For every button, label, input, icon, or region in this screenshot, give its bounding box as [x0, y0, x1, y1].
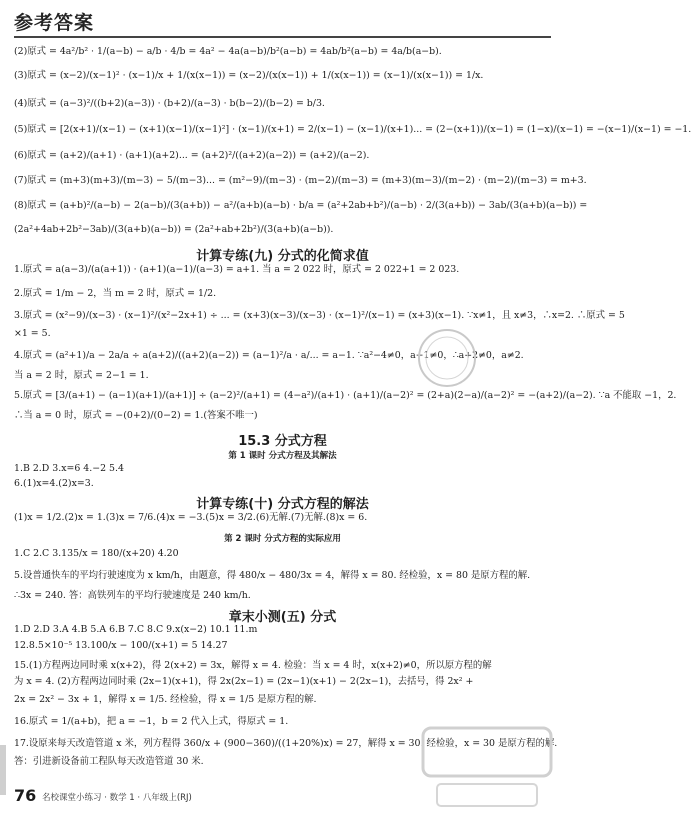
answer-line: 4.原式 = (a²+1)/a − 2a/a ÷ a(a+2)/((a+2)(a−2)) = (a−1)²/a · a/... = a−1. ∵a²−4≠0，a−1≠0，∴a+2≠0，a≠2.	[14, 350, 524, 361]
answer-line: 为 x = 4. (2)方程两边同时乘 (2x−1)(x+1)，得 2x(2x−1) = (2x−1)(x+1) − 2(2x−1)，去括号，得 2x² +	[14, 676, 474, 687]
section-title-15-3: 15.3 分式方程	[238, 434, 327, 449]
answer-line: (8)原式 = (a+b)²/(a−b) − 2(a−b)/(3(a+b)) − a²/(a+b)(a−b) · b/a = (a²+2ab+b²)/(a−b) · 2/(3(a+b)) − 3ab/(3(a+b)(a−b)) =	[14, 200, 588, 211]
answer-line: 当 a = 2 时，原式 = 2−1 = 1.	[14, 370, 149, 381]
answer-line: (1)x = 1/2.(2)x = 1.(3)x = 7/6.(4)x = −3.(5)x = 3/2.(6)无解.(7)无解.(8)x = 6.	[14, 512, 368, 523]
answer-line: 17.设原来每天改造管道 x 米，列方程得 360/x + (900−360)/((1+20%)x) = 27，解得 x = 30. 经检验，x = 30 是原方程的解.	[14, 738, 558, 749]
faint-stamp-icon	[414, 325, 480, 391]
answer-line: 答：引进新设备前工程队每天改造管道 30 米.	[14, 756, 204, 767]
answer-line: (7)原式 = (m+3)(m+3)/(m−3) − 5/(m−3)... = (m²−9)/(m−3) · (m−2)/(m−3) = (m+3)(m−3)/(m−2) · (m−2)/(m−3) = m+3.	[14, 175, 587, 186]
header-rule	[14, 36, 551, 38]
answer-line: 3.原式 = (x²−9)/(x−3) · (x−1)²/(x²−2x+1) ÷ ... = (x+3)(x−3)/(x−3) · (x−1)²/(x−1) = (x+3)(x−1). ∵x≠1，且 x≠3，∴x=2. ∴原式 = 5	[14, 310, 625, 321]
answer-line: (4)原式 = (a−3)²/((b+2)(a−3)) · (b+2)/(a−3) · b(b−2)/(b−2) = b/3.	[14, 98, 325, 109]
answer-line: 12.8.5×10⁻⁵ 13.100/x − 100/(x+1) = 5 14.27	[14, 640, 228, 651]
section-title-calc10: 计算专练(十) 分式方程的解法	[196, 497, 369, 512]
watermark-logo-icon	[417, 722, 557, 812]
answer-line: (2a²+4ab+2b²−3ab)/(3(a+b)(a−b)) = (2a²+ab+2b²)/(3(a+b)(a−b)).	[14, 224, 334, 235]
answer-line: ∴3x = 240. 答：高铁列车的平均行驶速度是 240 km/h.	[14, 590, 251, 601]
answer-line: 1.D 2.D 3.A 4.B 5.A 6.B 7.C 8.C 9.x(x−2) 10.1 11.m	[14, 624, 258, 635]
answer-line: (5)原式 = [2(x+1)/(x−1) − (x+1)(x−1)/(x−1)²] · (x−1)/(x+1) = 2/(x−1) − (x−1)/(x+1)... = (2−(x+1))/(x−1) = (1−x)/(x−1) = −(x−1)/(x−1) = −1.	[14, 124, 691, 135]
section-title-calc9: 计算专练(九) 分式的化简求值	[196, 249, 369, 264]
answer-line: (2)原式 = 4a²/b² · 1/(a−b) − a/b · 4/b = 4a² − 4a(a−b)/b²(a−b) = 4ab/b²(a−b) = 4a/b(a−b).	[14, 46, 442, 57]
subsection-title-lesson2: 第 2 课时 分式方程的实际应用	[224, 534, 341, 544]
answer-line: 1.B 2.D 3.x=6 4.−2 5.4	[14, 463, 124, 474]
answer-line: 1.C 2.C 3.135/x = 180/(x+20) 4.20	[14, 548, 179, 559]
subsection-title-lesson1: 第 1 课时 分式方程及其解法	[228, 451, 337, 461]
answer-line: ×1 = 5.	[14, 328, 51, 339]
answer-line: 1.原式 = a(a−3)/(a(a+1)) · (a+1)(a−1)/(a−3) = a+1. 当 a = 2 022 时，原式 = 2 022+1 = 2 023.	[14, 264, 460, 275]
page-header-title: 参考答案	[14, 12, 95, 34]
answer-line: 2.原式 = 1/m − 2，当 m = 2 时，原式 = 1/2.	[14, 288, 217, 299]
answer-line: (6)原式 = (a+2)/(a+1) · (a+1)(a+2)... = (a+2)²/((a+2)(a−2)) = (a+2)/(a−2).	[14, 150, 370, 161]
page-number: 76	[14, 786, 37, 805]
section-title-chapter-test: 章末小测(五) 分式	[228, 610, 337, 625]
answer-line: 5.原式 = [3/(a+1) − (a−1)(a+1)/(a+1)] ÷ (a−2)²/(a+1) = (4−a²)/(a+1) · (a+1)/(a−2)² = (2+a)(2−a)/(a−2)² = −(a+2)/(a−2). ∵a 不能取 −1，2.	[14, 390, 677, 401]
answer-line: 2x = 2x² − 3x + 1，解得 x = 1/5. 经检验，得 x = 1/5 是原方程的解.	[14, 694, 317, 705]
page-edge-tab	[0, 745, 6, 795]
answer-line: 6.(1)x=4.(2)x=3.	[14, 478, 94, 489]
answer-line: ∴当 a = 0 时，原式 = −(0+2)/(0−2) = 1.(答案不唯一)	[14, 410, 258, 421]
answer-line: 15.(1)方程两边同时乘 x(x+2)，得 2(x+2) = 3x，解得 x = 4. 检验：当 x = 4 时，x(x+2)≠0，所以原方程的解	[14, 660, 492, 671]
answer-line: 16.原式 = 1/(a+b)，把 a = −1，b = 2 代入上式，得原式 = 1.	[14, 716, 289, 727]
footer-book-title: 名校课堂小练习 · 数学 1 · 八年级上(RJ)	[42, 793, 192, 803]
answer-line: (3)原式 = (x−2)/(x−1)² · (x−1)/x + 1/(x(x−1)) = (x−2)/(x(x−1)) + 1/(x(x−1)) = (x−1)/(x(x−1)) = 1/x.	[14, 70, 484, 81]
answer-line: 5.设普通快车的平均行驶速度为 x km/h，由题意，得 480/x − 480/3x = 4，解得 x = 80. 经检验，x = 80 是原方程的解.	[14, 570, 531, 581]
